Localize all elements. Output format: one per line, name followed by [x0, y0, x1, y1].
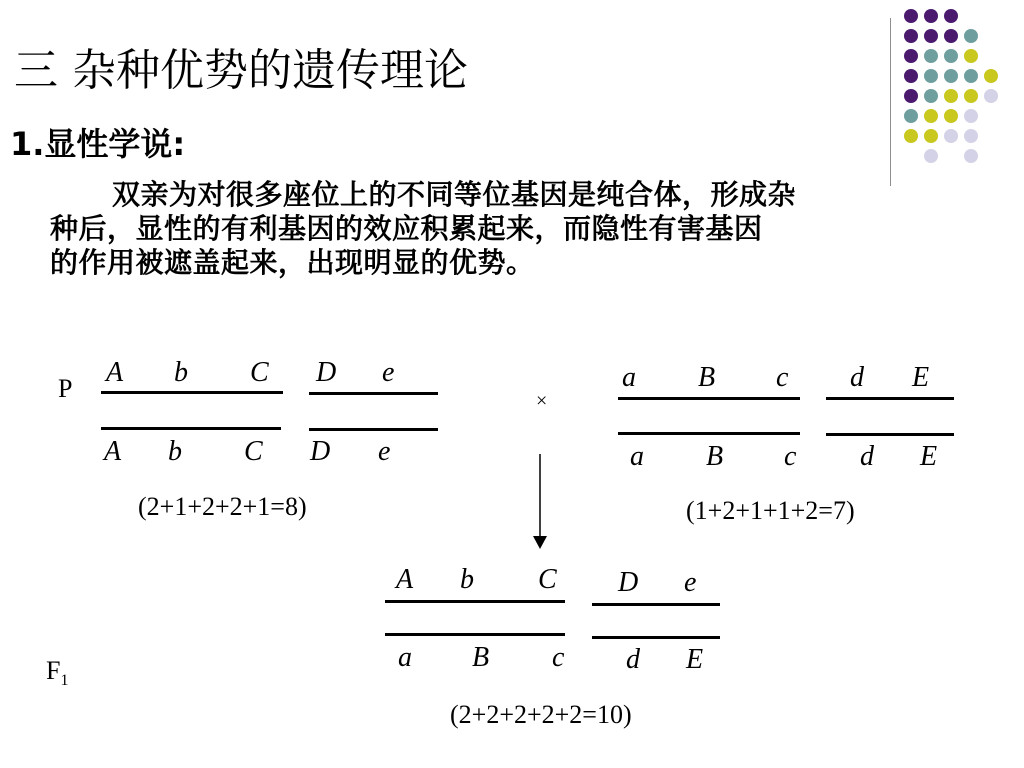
parent1-top-allele-D: D — [316, 357, 337, 388]
parent2-bottom-allele-d: d — [860, 441, 874, 472]
f1-bottom-allele-d: d — [626, 644, 640, 675]
cross-symbol: × — [536, 390, 548, 412]
decorative-dot — [904, 49, 918, 63]
parent2-bottom-allele-a: a — [630, 441, 644, 472]
parent2-chromosome-top-2 — [826, 397, 954, 400]
f1-top-allele-A: A — [396, 564, 414, 595]
f1-top-allele-C: C — [538, 564, 557, 595]
parent1-top-allele-A: A — [106, 357, 124, 388]
f1-top-allele-b: b — [460, 564, 474, 595]
p-generation-label: P — [58, 374, 73, 403]
decorative-dot — [924, 29, 938, 43]
f1-score: (2+2+2+2+2=10) — [450, 700, 632, 729]
f1-label-subscript: 1 — [60, 672, 69, 690]
f1-chromosome-top-1 — [385, 600, 565, 603]
parent1-chromosome-bottom-2 — [309, 428, 438, 431]
decorative-dot — [964, 89, 978, 103]
paragraph-line-2: 种后，显性的有利基因的效应积累起来，而隐性有害基因 — [50, 212, 763, 245]
f1-bottom-allele-B: B — [472, 642, 490, 673]
decorative-dot — [924, 109, 938, 123]
parent2-bottom-allele-E: E — [920, 441, 938, 472]
parent1-top-allele-e: e — [382, 357, 395, 388]
decorative-dot — [944, 29, 958, 43]
f1-label-letter: F — [46, 656, 61, 685]
f1-chromosome-bottom-2 — [592, 636, 720, 639]
parent2-top-allele-E: E — [912, 362, 930, 393]
parent2-chromosome-top-1 — [618, 397, 800, 400]
f1-bottom-allele-E: E — [686, 644, 704, 675]
slide-title: 三 杂种优势的遗传理论 — [14, 45, 468, 96]
parent2-top-allele-B: B — [698, 362, 716, 393]
decorative-dot — [964, 69, 978, 83]
parent2-bottom-allele-B: B — [706, 441, 724, 472]
decorative-dot — [964, 149, 978, 163]
parent2-score: (1+2+1+1+2=7) — [686, 496, 855, 525]
decorative-dot — [964, 29, 978, 43]
decorative-dot — [904, 129, 918, 143]
decorative-dot — [924, 129, 938, 143]
body-paragraph — [50, 178, 1020, 280]
decorative-dot — [924, 69, 938, 83]
paragraph-line-3: 的作用被遮盖起来，出现明显的优势。 — [50, 246, 535, 279]
decorative-dot — [944, 109, 958, 123]
decorative-dot — [904, 69, 918, 83]
paragraph-line-1: 双亲为对很多座位上的不同等位基因是纯合体，形成杂 — [112, 178, 797, 211]
decorative-dot — [904, 89, 918, 103]
down-arrow-icon — [530, 452, 550, 552]
decorative-dot — [964, 109, 978, 123]
parent1-bottom-allele-D: D — [310, 436, 331, 467]
f1-top-allele-e: e — [684, 567, 697, 598]
parent1-top-allele-b: b — [174, 357, 188, 388]
decorative-dot — [964, 49, 978, 63]
decorative-dot — [944, 9, 958, 23]
parent1-chromosome-top-2 — [309, 392, 438, 395]
f1-bottom-allele-c: c — [552, 642, 565, 673]
parent2-top-allele-d: d — [850, 362, 864, 393]
parent1-chromosome-top-1 — [101, 391, 283, 394]
divider-line — [890, 18, 891, 186]
decorative-dot — [944, 129, 958, 143]
decorative-dot — [904, 109, 918, 123]
decorative-dot — [964, 129, 978, 143]
decorative-dot — [984, 69, 998, 83]
parent1-top-allele-C: C — [250, 357, 269, 388]
decorative-dot — [924, 9, 938, 23]
f1-chromosome-bottom-1 — [385, 633, 565, 636]
arrow-head — [533, 536, 547, 549]
parent1-bottom-allele-C: C — [244, 436, 263, 467]
parent2-top-allele-c: c — [776, 362, 789, 393]
parent1-bottom-allele-b: b — [168, 436, 182, 467]
decorative-dot — [984, 89, 998, 103]
parent1-chromosome-bottom-1 — [101, 427, 281, 430]
parent1-score: (2+1+2+2+1=8) — [138, 492, 307, 521]
decorative-dot — [924, 89, 938, 103]
f1-chromosome-top-2 — [592, 603, 720, 606]
decorative-dot — [944, 69, 958, 83]
decorative-dot — [924, 49, 938, 63]
parent2-top-allele-a: a — [622, 362, 636, 393]
f1-generation-label — [46, 656, 68, 696]
decorative-dot — [924, 149, 938, 163]
parent2-bottom-allele-c: c — [784, 441, 797, 472]
f1-top-allele-D: D — [618, 567, 639, 598]
f1-bottom-allele-a: a — [398, 642, 412, 673]
decorative-dot — [944, 89, 958, 103]
parent2-chromosome-bottom-1 — [618, 432, 800, 435]
decorative-dot — [944, 49, 958, 63]
decorative-dot — [904, 9, 918, 23]
section-heading: 1.显性学说: — [10, 125, 186, 163]
parent1-bottom-allele-A: A — [104, 436, 122, 467]
decorative-dot — [904, 29, 918, 43]
parent2-chromosome-bottom-2 — [826, 433, 954, 436]
parent1-bottom-allele-e: e — [378, 436, 391, 467]
